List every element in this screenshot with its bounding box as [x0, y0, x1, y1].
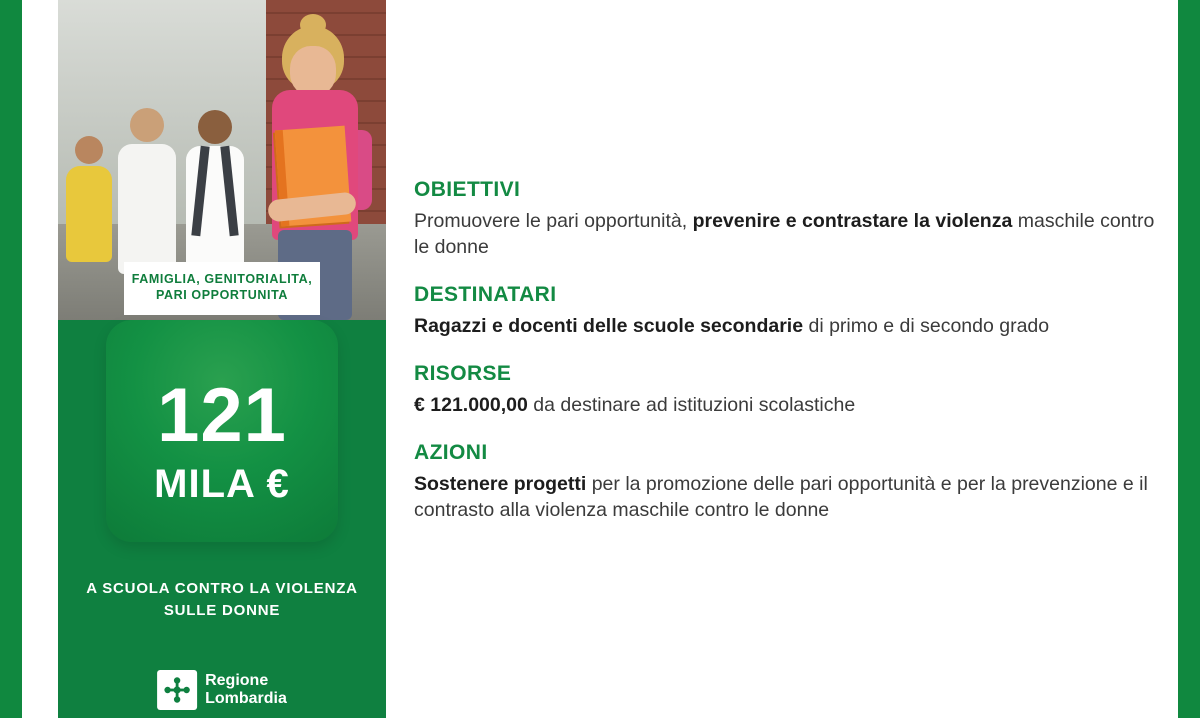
section-destinatari	[414, 283, 1162, 340]
amount-box	[106, 320, 338, 542]
body-bold: Sostenere progetti	[414, 472, 587, 495]
section-heading: DESTINATARI	[414, 282, 557, 306]
card-title: A SCUOLA CONTRO LA VIOLENZA SULLE DONNE	[86, 580, 358, 619]
left-green-bar	[0, 0, 22, 718]
section-risorse	[414, 362, 1162, 419]
body-bold: Ragazzi e docenti delle scuole secondarie	[414, 314, 804, 337]
amount-unit: MILA €	[154, 462, 290, 506]
logo-line-2: Lombardia	[205, 690, 287, 707]
body-prefix: Promuovere le pari opportunità,	[414, 210, 693, 232]
section-heading: RISORSE	[414, 361, 512, 385]
section-body	[414, 393, 1162, 419]
section-body	[414, 209, 1162, 261]
body-bold: € 121.000,00	[414, 393, 528, 416]
body-suffix: maschile contro le donne	[414, 210, 1155, 258]
regione-lombardia-logo	[157, 670, 287, 710]
info-card	[58, 0, 386, 718]
body-bold: prevenire e contrastare la violenza	[692, 210, 1013, 232]
category-tag: FAMIGLIA, GENITORIALITA, PARI OPPORTUNITA	[124, 262, 320, 315]
section-heading: OBIETTIVI	[414, 178, 521, 201]
child-figure	[118, 108, 176, 274]
content-column	[414, 178, 1162, 524]
body-suffix: per la promozione delle pari opportunità e per la prevenzione e il contrasto alla violenza maschile contro le donne	[414, 472, 1148, 521]
section-body	[414, 314, 1162, 340]
green-panel	[58, 320, 386, 718]
right-green-bar	[1178, 0, 1200, 718]
logo-text	[205, 672, 287, 708]
lombardia-rose-icon	[157, 670, 197, 710]
child-figure	[66, 136, 112, 262]
section-body	[414, 472, 1162, 524]
body-suffix: da destinare ad istituzioni scolastiche	[527, 393, 856, 416]
child-figure	[186, 110, 244, 276]
logo-line-1: Regione	[205, 672, 269, 690]
section-heading: AZIONI	[414, 440, 488, 464]
section-azioni	[414, 441, 1162, 524]
amount-number: 121	[157, 373, 287, 458]
section-obiettivi	[414, 178, 1162, 261]
body-suffix: di primo e di secondo grado	[803, 314, 1050, 337]
